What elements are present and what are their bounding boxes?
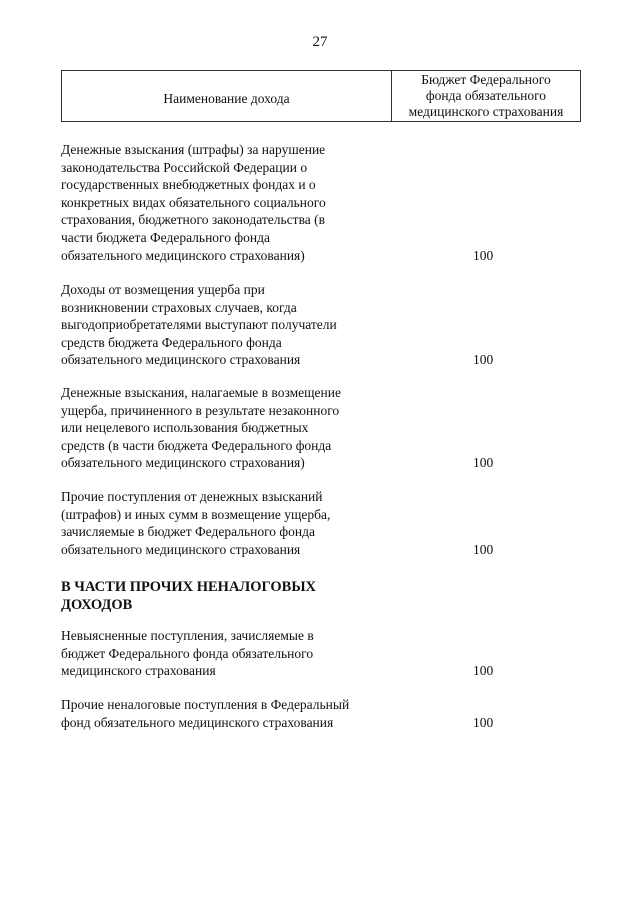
row-value: 100 [473, 455, 494, 471]
table-row [61, 488, 581, 558]
row-value: 100 [473, 247, 494, 263]
row-value: 100 [473, 352, 494, 368]
table-row [61, 627, 581, 680]
table-header [61, 70, 581, 122]
table-row [61, 696, 581, 731]
section-heading: В ЧАСТИ ПРОЧИХ НЕНАЛОГОВЫХ ДОХОДОВ [61, 579, 317, 613]
row-description: Невыясненные поступления, зачисляемые в бюджет Федерального фонда обязательного медицинского страхования [61, 628, 314, 679]
header-income-name: Наименование дохода [62, 71, 392, 121]
table-row [61, 384, 581, 472]
header-budget-column: Бюджет Федерального фонда обязательного медицинского страхования [408, 72, 564, 119]
table-row [61, 141, 581, 264]
row-value: 100 [473, 714, 494, 730]
row-description: Прочие неналоговые поступления в Федеральный фонд обязательного медицинского страхования [61, 697, 350, 730]
page-number: 27 [312, 34, 328, 50]
row-value: 100 [473, 541, 494, 557]
row-description: Денежные взыскания (штрафы) за нарушение законодательства Российской Федерации о государственных внебюджетных фондах и о конкретных видах обязательного социального страхования, бюджетного законодательства (в части бюджета Федерального фонда обязательного медицинского страхования) [61, 142, 326, 263]
row-description: Денежные взыскания, налагаемые в возмещение ущерба, причиненного в результате незаконного или нецелевого использования бюджетных средств (в части бюджета Федерального фонда обязательного медицинского страхования) [61, 385, 341, 471]
row-description: Прочие поступления от денежных взысканий (штрафов) и иных сумм в возмещение ущерба, зачисляемые в бюджет Федерального фонда обязательного медицинского страхования [61, 489, 331, 557]
row-value: 100 [473, 663, 494, 679]
table-row [61, 281, 581, 369]
row-description: Доходы от возмещения ущерба при возникновении страховых случаев, когда выгодоприобретателями выступают получатели средств бюджета Федерального фонда обязательного медицинского страхования [61, 282, 337, 368]
